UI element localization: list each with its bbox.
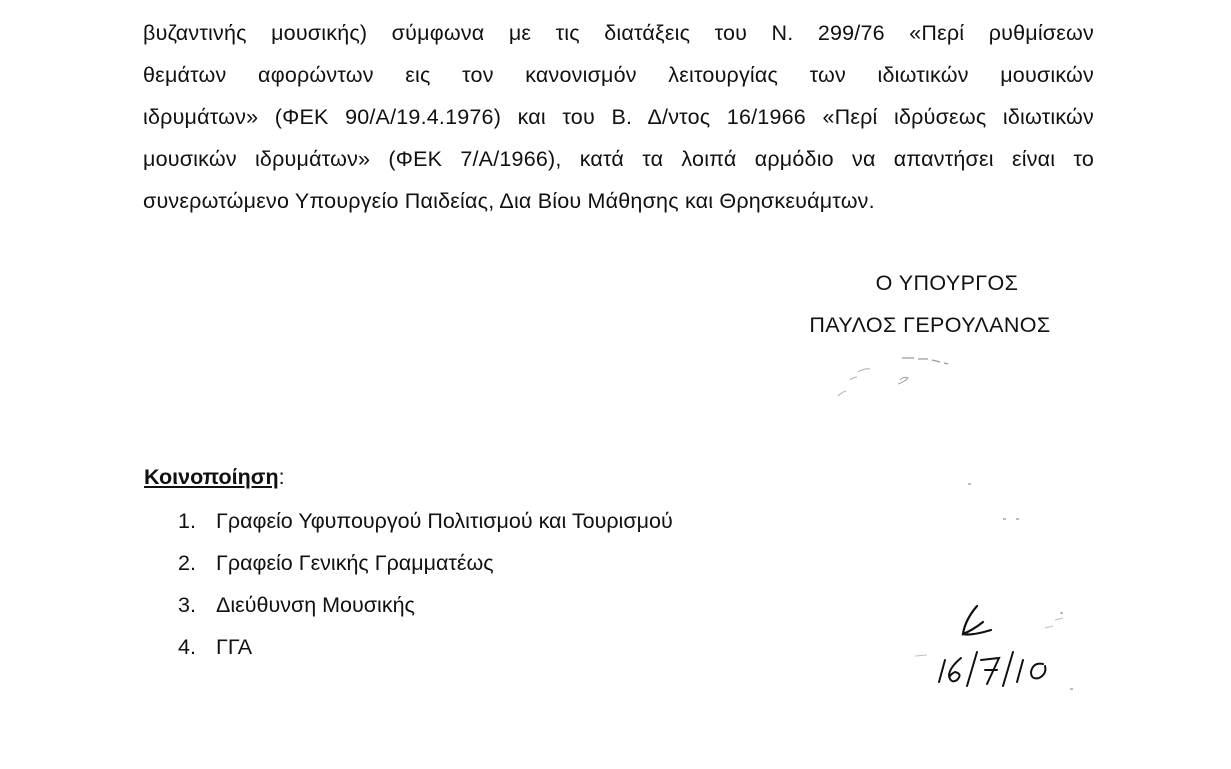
list-item-number: 3. [178, 593, 196, 617]
list-item-text: Διεύθυνση Μουσικής [216, 593, 415, 617]
faint-signature-mark [830, 350, 960, 410]
minister-title: Ο ΥΠΟΥΡΓΟΣ [875, 271, 1019, 295]
list-item-text: Γραφείο Γενικής Γραμματέως [216, 551, 494, 575]
body-paragraph [143, 12, 1094, 222]
notification-list [178, 500, 673, 668]
scan-noise [1060, 612, 1063, 614]
list-item [178, 542, 673, 584]
notification-heading [144, 456, 285, 498]
paragraph-line: συνερωτώμενο Υπουργείο Παιδείας, Δια Βίου Μάθησης και Θρησκευάμτων. [143, 189, 875, 213]
list-item [178, 626, 673, 668]
list-item-text: ΓΓΑ [216, 635, 253, 659]
list-item-number: 2. [178, 551, 196, 575]
paragraph-line: ιδρυμάτων» (ΦΕΚ 90/Α/19.4.1976) και του Β. Δ/ντος 16/1966 «Περί ιδρύσεως ιδιωτικών [143, 105, 1094, 129]
minister-name: ΠΑΥΛΟΣ ΓΕΡΟΥΛΑΝΟΣ [809, 313, 1051, 337]
list-item-number: 4. [178, 635, 196, 659]
list-item-number: 1. [178, 509, 196, 533]
paragraph-line: θεμάτων αφορώντων εις τον κανονισμόν λειτουργίας των ιδιωτικών μουσικών [143, 63, 1094, 87]
scan-noise [968, 483, 971, 485]
notification-heading-label: Κοινοποίηση [144, 465, 279, 489]
paragraph-line: βυζαντινής μουσικής) σύμφωνα με τις διατάξεις του Ν. 299/76 «Περί ρυθμίσεων [143, 21, 1094, 45]
scan-noise [1016, 518, 1019, 520]
list-item [178, 584, 673, 626]
list-item-text: Γραφείο Υφυπουργού Πολιτισμού και Τουρισμού [216, 509, 673, 533]
notification-heading-colon: : [278, 465, 285, 489]
list-item [178, 500, 673, 542]
scan-noise [1070, 688, 1073, 690]
handwritten-date-annotation [905, 600, 1105, 700]
scan-noise [1003, 518, 1006, 520]
paragraph-line: μουσικών ιδρυμάτων» (ΦΕΚ 7/Α/1966), κατά τα λοιπά αρμόδιο να απαντήσει είναι το [143, 147, 1094, 171]
signature-block [780, 262, 1080, 346]
